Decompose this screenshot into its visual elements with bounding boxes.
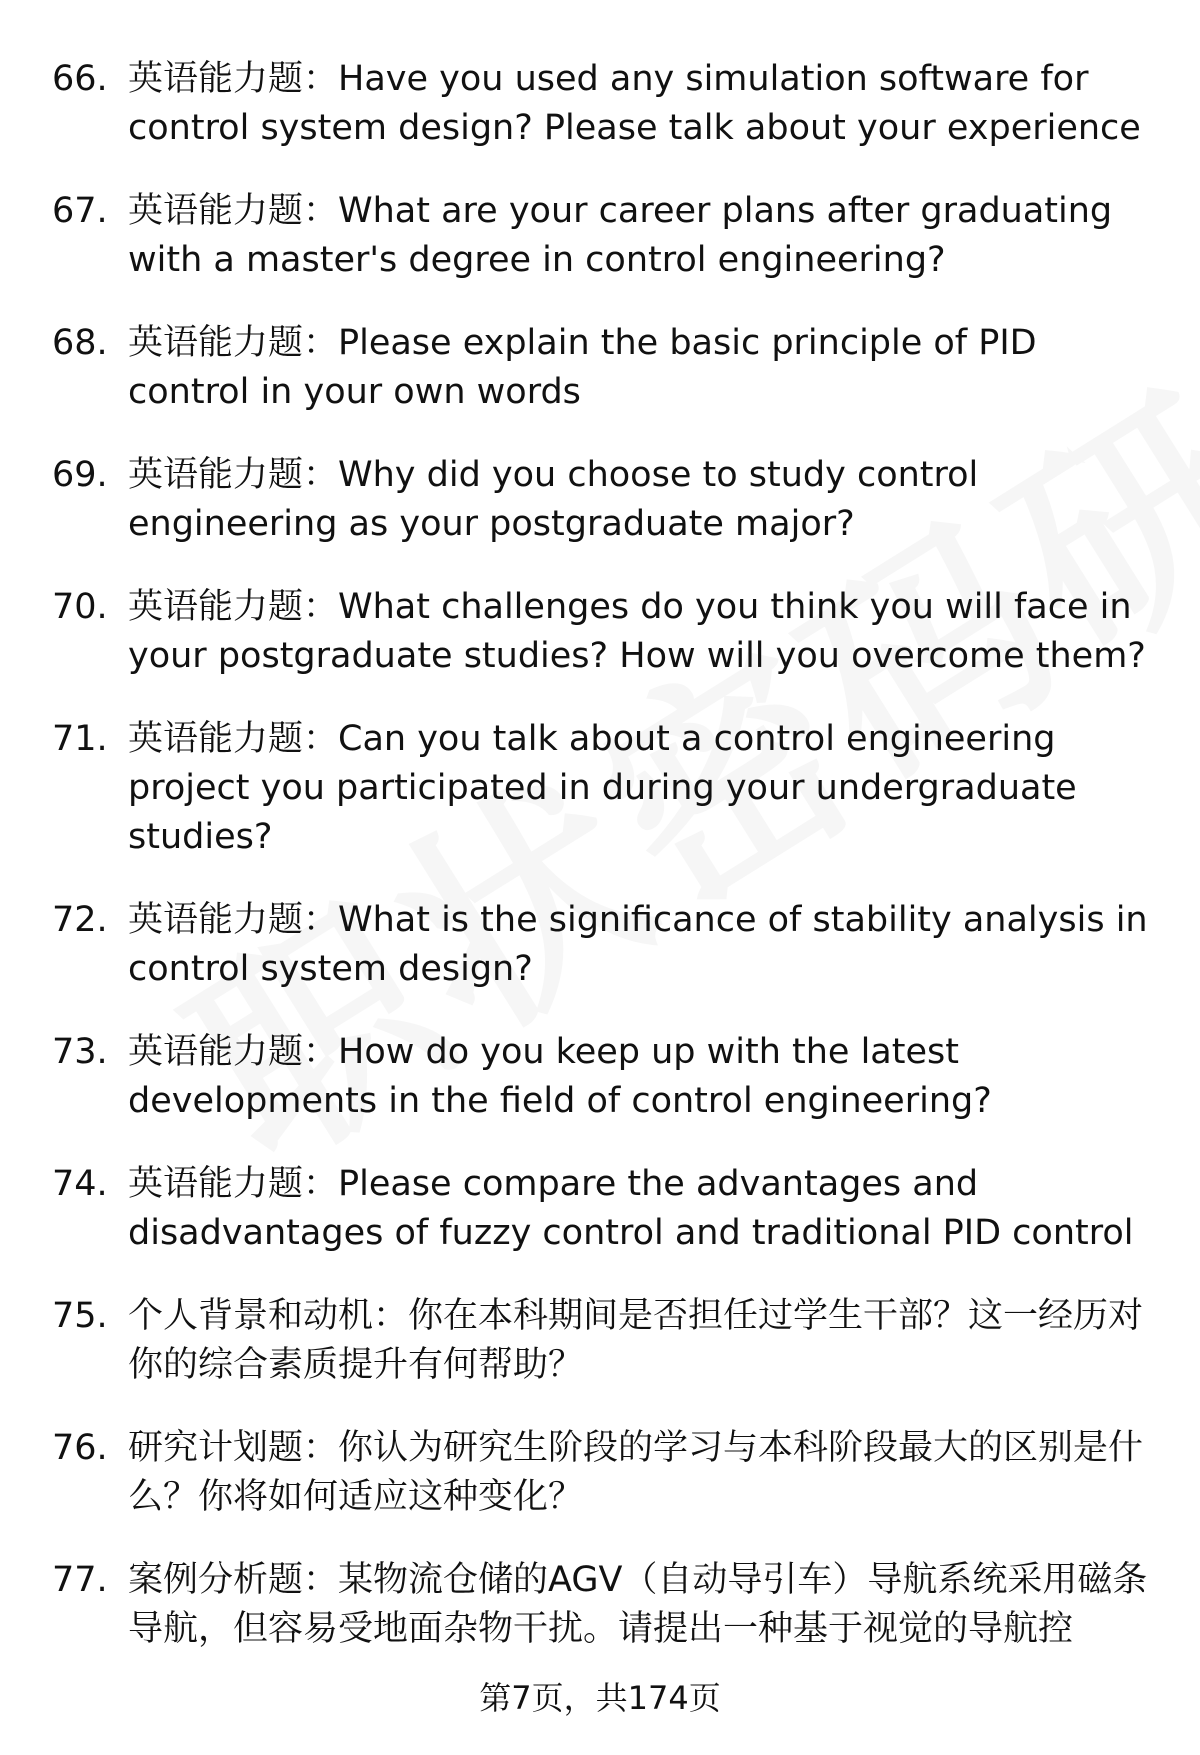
question-item: [0, 1292, 1200, 1390]
page-footer: [0, 1676, 1200, 1720]
question-number: 72.: [52, 900, 108, 940]
question-text: 英语能力题：Please compare the advantages and disadvantages of fuzzy control and traditional PID control: [128, 1164, 1134, 1253]
question-text: 英语能力题：Can you talk about a control engineering project you participated in during your undergraduate studies?: [128, 719, 1077, 857]
question-text: 英语能力题：What are your career plans after graduating with a master's degree in control engineering?: [128, 191, 1113, 280]
question-text: 英语能力题：How do you keep up with the latest developments in the field of control engineering?: [128, 1032, 992, 1121]
question-item: [0, 187, 1200, 285]
question-number: 66.: [52, 59, 108, 99]
question-number: 68.: [52, 323, 108, 363]
question-number: 74.: [52, 1164, 108, 1204]
question-number: 71.: [52, 719, 108, 759]
question-item: [0, 451, 1200, 549]
question-item: [0, 1556, 1200, 1654]
question-text: 英语能力题：Why did you choose to study control engineering as your postgraduate major?: [128, 455, 979, 544]
page-number-label: 第7页，共174页: [479, 1679, 721, 1717]
question-number: 77.: [52, 1560, 108, 1600]
question-item: [0, 1028, 1200, 1126]
question-item: [0, 319, 1200, 417]
question-number: 75.: [52, 1296, 108, 1336]
question-number: 67.: [52, 191, 108, 231]
question-number: 69.: [52, 455, 108, 495]
question-text: 研究计划题：你认为研究生阶段的学习与本科阶段最大的区别是什么？你将如何适应这种变化？: [128, 1428, 1144, 1517]
question-item: [0, 896, 1200, 994]
question-text: 英语能力题：What challenges do you think you will face in your postgraduate studies? How will you overcome them?: [128, 587, 1146, 676]
question-number: 73.: [52, 1032, 108, 1072]
question-text: 案例分析题：某物流仓储的AGV（自动导引车）导航系统采用磁条导航，但容易受地面杂物干扰。请提出一种基于视觉的导航控: [128, 1560, 1148, 1649]
question-item: [0, 1160, 1200, 1258]
question-number: 76.: [52, 1428, 108, 1468]
question-text: 英语能力题：Please explain the basic principle of PID control in your own words: [128, 323, 1037, 412]
question-text: 英语能力题：What is the significance of stability analysis in control system design?: [128, 900, 1148, 989]
question-text: 英语能力题：Have you used any simulation software for control system design? Please talk about your experience: [128, 59, 1141, 148]
question-list: [0, 55, 1200, 1688]
question-item: [0, 1424, 1200, 1522]
question-item: [0, 55, 1200, 153]
question-item: [0, 583, 1200, 681]
question-number: 70.: [52, 587, 108, 627]
question-text: 个人背景和动机：你在本科期间是否担任过学生干部？这一经历对你的综合素质提升有何帮助？: [128, 1296, 1144, 1385]
question-item: [0, 715, 1200, 862]
